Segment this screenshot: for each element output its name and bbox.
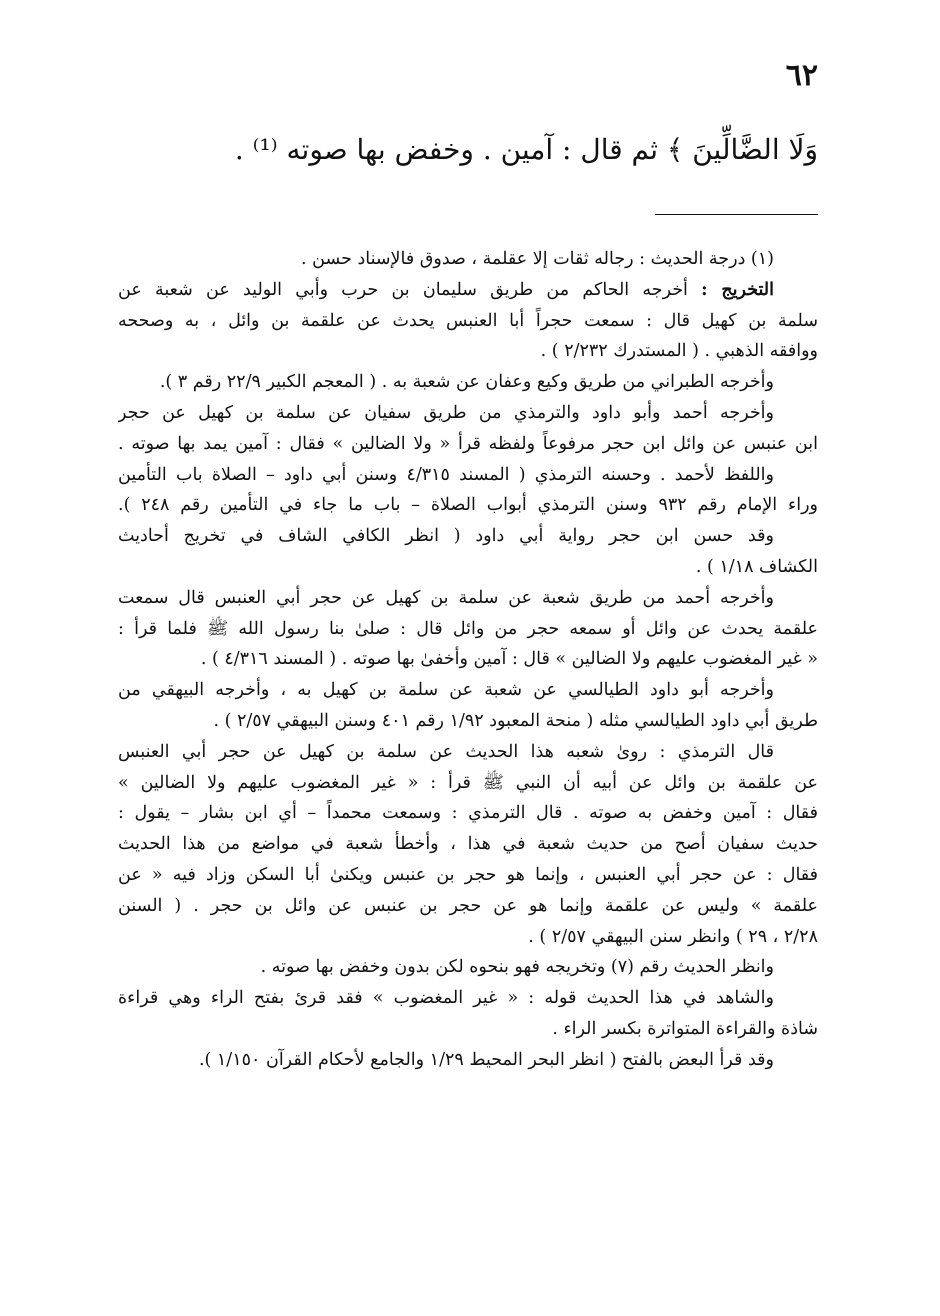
footnote-line: حديث سفيان أصح من حديث شعبة في هذا ، وأخطأ شعبة في مواضع من هذا الحديث bbox=[118, 834, 818, 855]
footnote-line: وأخرجه أحمد وأبو داود والترمذي من طريق سفيان عن سلمة بن كهيل عن حجر bbox=[118, 402, 774, 423]
footnote-line-text: أخرجه الحاكم من طريق سليمان بن حرب وأبي الوليد عن شعبة عن bbox=[118, 279, 688, 300]
footnote-line: وأخرجه أبو داود الطيالسي عن شعبة عن سلمة بن كهيل به ، وأخرجه البيهقي من bbox=[118, 680, 774, 701]
footnote-line: علقمة يحدث عن وائل أو سمعه حجر من وائل قال : صلىٰ بنا رسول الله ﷺ فلما قرأ : bbox=[118, 618, 818, 639]
footnote-line: عن علقمة بن وائل عن أبيه أن النبي ﷺ قرأ : « غير المغضوب عليهم ولا الضالين » bbox=[118, 772, 818, 793]
footnote-line: (١) درجة الحديث : رجاله ثقات إلا عقلمة ، صدوق فالإسناد حسن . bbox=[301, 249, 774, 269]
footnote-separator bbox=[655, 214, 818, 215]
footnote-line: الكشاف ١/١٨ ) . bbox=[695, 556, 818, 577]
footnote-line: والشاهد في هذا الحديث قوله : « غير المغضوب » فقد قرئ بفتح الراء وهي قراءة bbox=[118, 988, 774, 1009]
footnote-line: قال الترمذي : روىٰ شعبه هذا الحديث عن سلمة بن كهيل عن حجر أبي العنبس bbox=[118, 741, 774, 762]
page-number: ٦٢ bbox=[785, 58, 818, 93]
footnote-line: وأخرجه الطبراني من طريق وكيع وعفان عن شعبة به . ( المعجم الكبير ٢٢/٩ رقم ٣ ). bbox=[159, 372, 774, 393]
footnote-line: وانظر الحديث رقم (٧) وتخريجه فهو بنحوه لكن بدون وخفض بها صوته . bbox=[260, 957, 774, 978]
footnote-line: ابن عنبس عن وائل ابن حجر مرفوعاً ولفظه قرأ « ولا الضالين » فقال : آمين يمد بها صوته . bbox=[118, 433, 818, 454]
footnote-line: شاذة والقراءة المتواترة بكسر الراء . bbox=[552, 1018, 818, 1039]
footnote-line: وراء الإمام رقم ٩٣٢ وسنن الترمذي أبواب الصلاة – باب ما جاء في التأمين رقم ٢٤٨ ). bbox=[118, 495, 818, 516]
takhrij-label: التخريج : bbox=[701, 279, 774, 300]
footnote-line: فقال : عن حجر أبي العنبس ، وإنما هو حجر بن عنبس ويكنىٰ أبا السكن وزاد فيه « عن bbox=[118, 864, 818, 885]
footnote-line: وقد قرأ البعض بالفتح ( انظر البحر المحيط ١/٢٩ والجامع لأحكام القرآن ١/١٥٠ ). bbox=[198, 1049, 774, 1070]
footnotes bbox=[118, 244, 818, 1076]
footnote-line: واللفظ لأحمد . وحسنه الترمذي ( المسند ٤/٣١٥ وسنن أبي داود – الصلاة باب التأمين bbox=[118, 464, 774, 485]
footnote-line: وقد حسن ابن حجر رواية أبي داود ( انظر الكافي الشاف في تخريج أحاديث bbox=[118, 526, 774, 547]
footnote-line: وأخرجه أحمد من طريق شعبة عن سلمة بن كهيل عن حجر أبي العنبس قال سمعت bbox=[118, 587, 774, 608]
footnote-line: طريق أبي داود الطيالسي مثله ( منحة المعبود ١/٩٢ رقم ٤٠١ وسنن البيهقي ٢/٥٧ ) . bbox=[213, 710, 818, 731]
footnote-line: ٢/٢٨ ، ٢٩ ) وانظر سنن البيهقي ٢/٥٧ ) . bbox=[528, 926, 818, 947]
footnote-line: علقمة » وليس عن علقمة وإنما هو عن حجر بن عنبس عن وائل بن حجر . ( السنن bbox=[118, 895, 818, 916]
footnote-line: سلمة بن كهيل قال : سمعت حجراً أبا العنبس يحدث عن علقمة بن وائل ، به وصححه bbox=[118, 310, 818, 331]
footnote-line bbox=[118, 275, 818, 306]
footnote-line: ووافقه الذهبي . ( المستدرك ٢/٢٣٢ ) . bbox=[540, 341, 818, 362]
footnote-line: « غير المغضوب عليهم ولا الضالين » قال : آمين وأخفىٰ بها صوته . ( المسند ٤/٣١٦ ) . bbox=[200, 649, 818, 670]
footnote-line: فقال : آمين وخفض به صوته . قال الترمذي : وسمعت محمداً – أي ابن بشار – يقول : bbox=[118, 803, 818, 824]
main-text: وَلَا الضَّالِّينَ ﴾ ثم قال : آمين . وخفض بها صوته ⁽¹⁾ . bbox=[234, 133, 818, 166]
